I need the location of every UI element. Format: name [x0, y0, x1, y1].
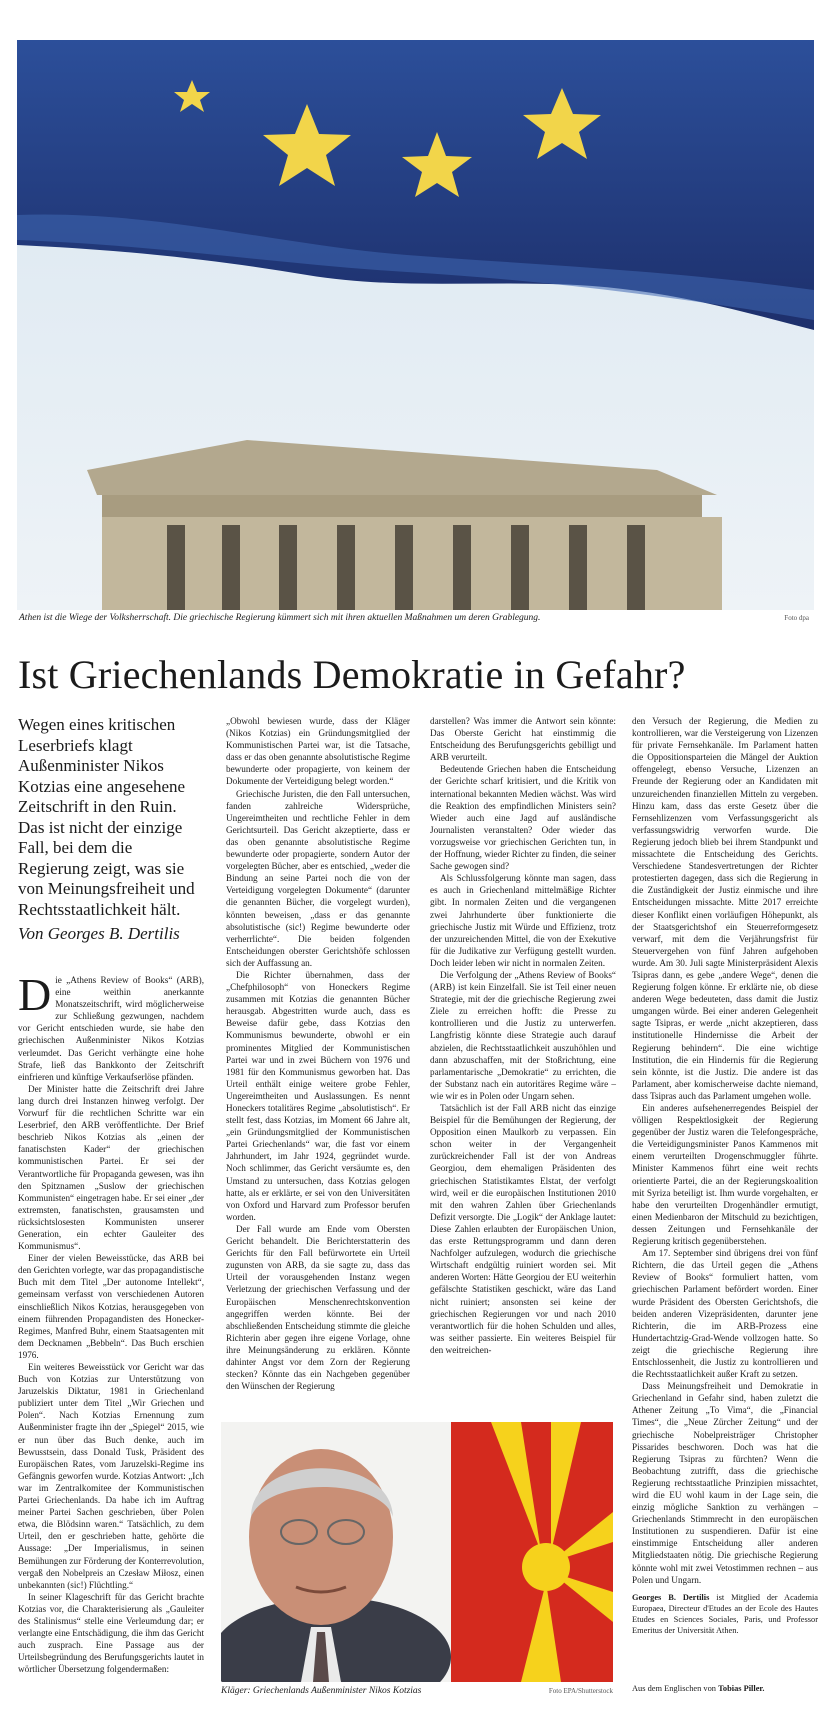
hero-photo	[17, 40, 814, 610]
paragraph: Einer der vielen Beweisstücke, das ARB bei den Gerichten vorlegte, war das propagandistische Buch mit dem Titel „Der autonome Intellekt“, gemeinsam verfasst von verschiedenen Autoren einschließlich Nikos Kotzias, herausgegeben von einem führenden Propagandisten des Honecker-Regimes, Manfred Buhr, einem Staatsagenten mit dem Decknamen „Bebbeln“. Das Buch erschien 1976.	[18, 1253, 204, 1360]
kotzias-photo	[221, 1422, 613, 1682]
paragraph: den Versuch der Regierung, die Medien zu kontrollieren, war die Versteigerung von Lizenzen für private Fernsehkanäle. Im Parlament hatten die Oppositionsparteien die Mängel der Auktion offengelegt, ebenso Versuche, Lizenzen an Freunde der Regierung oder an Kandidaten mit unzureichenden finanziellen Mitteln zu vergeben. Hinzu kam, dass das erste Gesetz über die Fernsehlizenzen vom Verfassungsgericht als verfassungswidrig verworfen wurde. Die Regierung jedoch blieb bei ihrem Standpunkt und missachtete die Entscheidung des Gerichts. Verschiedene Standesvertretungen der Richter protestierten dagegen, dass sich die Regierung in die Zuständigkeit der Justiz einmische und ihre Entscheidungen missachte. Mitte 2017 erreichte dieser Konflikt einen vorläufigen Höhepunkt, als der Staatsgerichtshof ein Steuerreformgesetz verwarf, mit dem die Verjährungsfrist für Steuervergehen von fünf Jahren aufgehoben wurde. Am 30. Juli sagte Ministerpräsident Alexis Tsipras dann, es gebe „andere Wege“, denen die Regierung folgen könne. Er erklärte nie, ob diese anderen Wege bedeuteten, dass damit die Justiz umgangen würde. Bei einer anderen Gelegenheit sagte Tsipras, er werde „nicht akzeptieren, dass institutionelle Hindernisse die Arbeit der Regierung behindern“. Die eine wichtige Institution, die ein Hindernis für die Regierung sein könnte, ist die Justiz. Die andere ist das Parlament, aber komischerweise dachte niemand, dass Tsipras auch das Parlament umgehen wolle.	[632, 716, 818, 1101]
paragraph: Der Minister hatte die Zeitschrift drei Jahre lang durch drei Instanzen hinweg verfolgt. Der Vorwurf für die rechtlichen Schritte war ein Leserbrief, den ARB veröffentlichte. Der Brief beschrieb Nikos Kotzias als „einen der fanatischsten Kader“ der griechischen kommunistischen Partei. Er sei der Verantwortliche für Propaganda gewesen, was ihn den Spitznamen „Suslow der griechischen Kommunisten“ eingetragen habe. Er sei einer „der extremsten, fanatischsten, grausamsten und rücksichtslosesten Kommunisten unserer Generation, ein echter Gauleiter des Kommunismus“.	[18, 1083, 204, 1252]
headline: Ist Griechenlands Demokratie in Gefahr?	[18, 652, 686, 697]
paragraph: Griechische Juristen, die den Fall untersuchen, fanden zahlreiche Widersprüche, Ungereimtheiten und rechtliche Fehler in dem Gerichtsurteil. Das Gericht akzeptierte, dass er das oben genannte absolutistische Regime bewunderte oder propagierte, sondern Autor der vorgelegten Bücher, aber es entschied, „weder die Bindung an seine Partei noch die von der Verteidigung vorgelegten Dokumente“ (darunter die genannten Bücher, die vorgelegt wurden), könnten beweisen, „dass er das genannte absolutistische (sic!) Regime bewunderte oder verherrlichte“. Die beiden folgenden Entscheidungen oberster Gerichtshöfe schlossen sich der Auffassung an.	[226, 788, 410, 968]
hero-caption	[19, 612, 809, 624]
paragraph: In seiner Klageschrift für das Gericht brachte Kotzias vor, die Charakterisierung als „Gauleiter des Stalinismus“ stelle eine Verleumdung dar; er verlangte eine Entschädigung, die ihm das Gericht auch zusprach. Eine Passage aus der Urteilsbegründung des Berufungsgerichts lautet in wörtlicher Übersetzung folgendermaßen:	[18, 1591, 204, 1675]
paragraph: Am 17. September sind übrigens drei von fünf Richtern, die das Urteil gegen die „Athens Review of Books“ formuliert hatten, vom griechischen Parlament befördert worden. Einer wurde Präsident des Obersten Gerichtshofs, die beiden anderen Vizepräsidenten, darunter jene Richterin, die im ARB-Prozess eine Hundertachtzig-Grad-Wende vollzogen hatte. So zeigt die griechische Regierung ihre Entschlossenheit, die Justiz zu kontrollieren und die Rechtsstaatlichkeit außer Kraft zu setzen.	[632, 1248, 818, 1380]
photo2-caption-text: Kläger: Griechenlands Außenminister Nikos Kotzias	[221, 1686, 422, 1696]
photo2-credit: Foto EPA/Shutterstock	[548, 1687, 613, 1695]
paragraph: Die Verfolgung der „Athens Review of Books“ (ARB) ist kein Einzelfall. Sie ist Teil einer neuen Strategie, mit der die griechische Regierung zwei Ziele zu erreichen hofft: die Presse zu kontrollieren und die Justiz zu unterwerfen. Langfristig könnte diese Strategie auch darauf abzielen, die Rechtsstaatlichkeit auszuhöhlen und dann abzuschaffen, mit der Stoßrichtung, eine parlamentarische „Demokratie“ zu errichten, die der Substanz nach ein autoritäres Regime wäre – wie wir es in Polen oder Ungarn sehen.	[430, 969, 616, 1101]
hero-credit: Foto dpa	[784, 614, 809, 622]
paragraph: Die „Athens Review of Books“ (ARB), eine weithin anerkannte Monatszeitschrift, wird möglicherweise zur Schließung gezwungen, nachdem vor Gericht entschieden wurde, sie habe den griechischen Außenminister Nikos Kotzias verleumdet. Das Gericht verhängte eine hohe Strafe, ließ das Bankkonto der Zeitschrift einfrieren und künftige Verkaufserlöse pfänden.	[18, 969, 204, 1082]
drop-cap: D	[18, 969, 52, 1020]
paragraph: Dass Meinungsfreiheit und Demokratie in Griechenland in Gefahr sind, haben zuletzt die Athener Zeitung „To Vima“, die „Financial Times“, die „Neue Zürcher Zeitung“ und der griechische Nobelpreisträger Christopher Pissarides beschworen. Doch was hat die Regierung Tsipras zu fürchten? Wenn die Beobachtung zutrifft, dass die griechische Regierung rechtsstaatliche Prinzipien missachtet, wird die EU wohl kaum in der Lage sein, die einzig mögliche Sanktion zu verhängen – Griechenlands Stimmrecht in den europäischen Institutionen zu suspendieren. Dafür ist eine einstimmige Entscheidung aller anderen Mitgliedstaaten nötig. Die griechische Regierung könnte wohl mit zwei Vetostimmen rechnen – aus Polen und Ungarn.	[632, 1381, 818, 1585]
article-column-2	[226, 715, 410, 1392]
article-column-3	[430, 715, 616, 1356]
paragraph: „Obwohl bewiesen wurde, dass der Kläger (Nikos Kotzias) ein Gründungsmitglied der Kommunistischen Partei war, ist die Tatsache, dass er das oben genannte absolutistische Regime bewunderte oder propagierte, von keinem der Dokumente der Verteidigung belegt worden.“	[226, 716, 410, 787]
photo2-caption	[221, 1686, 613, 1696]
paragraph: Tatsächlich ist der Fall ARB nicht das einzige Beispiel für die Bemühungen der Regierung, der Opposition einen Maulkorb zu verpassen. Ein schon weiter in der Vergangenheit zurückreichender Fall ist der von Andreas Georgiou, dem ehemaligen Präsidenten des griechischen Statistikamtes Elstat, der verfolgt wird, weil er die europäischen Institutionen 2010 mit den wahren Zahlen über Griechenlands Defizit versorgte. Die „Logik“ der Anklage lautet: Diese Zahlen erlaubten der Europäischen Union, das erste Rettungsprogramm und dann deren Nachfolger aufzulegen, wodurch die griechische Wirtschaft endgültig ruiniert worden sei. Mit anderen Worten: Hätte Georgiou der EU weiterhin gefälschte Statistiken geschickt, wäre das Land nicht ruiniert; ansonsten sei keine der griechischen Regierungen vor und nach 2010 verantwortlich für die hohen Schulden und alles, was seither passierte. Ein weiteres Beispiel für den weitreichen-	[430, 1103, 616, 1355]
paragraph: Als Schlussfolgerung könnte man sagen, dass es auch in Griechenland mittelmäßige Richter gibt. In normalen Zeiten und die vergangenen zwei Jahrhunderte über funktionierte die griechische Justiz mit Würde und Effizienz, trotz der unzureichenden Mittel, die von der Exekutive für die Judikative zur Verfügung gestellt wurden. Doch leider leben wir nicht in normalen Zeiten.	[430, 873, 616, 968]
macedonia-flag	[451, 1422, 613, 1682]
author-bio: Georges B. Dertilis ist Mitglied der Academia Europaea, Directeur d'Etudes an der Ecole des Hautes Etudes en Sciences Sociales, Paris, und Professor Emeritus der Universität Athen.	[632, 1592, 819, 1635]
paragraph: Ein weiteres Beweisstück vor Gericht war das Buch von Kotzias zur Unterstützung von Jaruzelskis Diktatur, 1981 in Griechenland publiziert unter dem Titel „Wir Griechen und Polen“. Nach Kotzias Ernennung zum Außenminister fragte ihn der „Spiegel“ 2015, wie er nun über das Buch denke, auch im Bewusstsein, dass Donald Tusk, Präsident des Europäischen Rates, vom Jaruzelski-Regime ins Gefängnis geworfen wurde. Kotzias Antwort: „Ich war im Zentralkomitee der Kommunistischen Partei Griechenlands. Da habe ich im Auftrag meiner Partei Sachen geschrieben, über Polen etwa, die Blödsinn waren.“ Tatsächlich, zu dem Urteil, den er geschrieben hatte, gehörte die Aussage: „Der Imperialismus, in seinen Bemühungen zur Förderung der Konterrevolution, vergaß den Nobelpreis an Czesław Miłosz, einen unbekannten (sic!) Flüchtling.“	[18, 1362, 204, 1590]
translation-note: Aus dem Englischen von Tobias Piller.	[632, 1684, 765, 1693]
byline: Von Georges B. Dertilis	[18, 924, 180, 943]
author-name: Georges B. Dertilis	[632, 1592, 710, 1602]
paragraph: Die Richter übernahmen, dass der „Chefphilosoph“ von Honeckers Regime zusammen mit Kotzias die genannten Bücher herausgab. Abgestritten wurde auch, dass es Beweise dafür gebe, dass Kotzias den Kommunismus bewunderte, obwohl er ein prominentes Mitglied der Kommunistischen Partei war und in zwei Büchern von 1976 und 1981 für den Kommunismus geworben hat. Das Urteil enthält einige weitere grobe Fehler, Ungereimtheiten und Auslassungen. Es nennt Honeckers totalitäres Regime „absolutistisch“. Er stellt fest, dass Kotzias, im Moment 66 Jahre alt, „ein Gründungsmitglied der Kommunistischen Partei Griechenlands“ war, die fast vor einem Jahrhundert, im Jahr 1924, gegründet wurde. Noch schlimmer, das Gericht versäumte es, den Umstand zu untersuchen, dass Kotzias gelogen hatte, als er erklärte, er sei von den Universitäten von Oxford und Harvard zum Professor berufen worden.	[226, 969, 410, 1222]
paragraph: Der Fall wurde am Ende vom Obersten Gericht behandelt. Die Berichterstatterin des Gerichts für den Fall befürwortete ein Urteil zugunsten von ARB, da sie sagte zu, dass das Urteil der vorausgehenden Instanz wegen Verletzung der griechischen Verfassung und der Europäischen Menschenrechtskonvention angegriffen werden könnte. Bei der abschließenden Entscheidung stimmte die gleiche Richterin aber gegen ihre eigene Vorlage, ohne ihre Meinungsänderung zu erklären. Könnte dahinter Angst vor dem Zorn der Regierung stecken? Könnte das ein Nachgeben gegenüber den Wünschen der Regierung	[226, 1223, 410, 1392]
translator-name: Tobias Piller.	[718, 1684, 765, 1693]
paragraph: Bedeutende Griechen haben die Entscheidung der Gerichte scharf kritisiert, und die Kritik von international bekannten Medien wächst. Was wird die Reaktion des empfindlichen Ministers sein? Wieder auch eine Jagd auf ausländische Journalisten veranstalten? Oder wieder das vorzugsweise vor griechischen Gerichten tun, in der Hoffnung, wieder Richter zu finden, die seiner Sache gewogen sind?	[430, 764, 616, 872]
hero-caption-text: Athen ist die Wiege der Volksherrschaft. Die griechische Regierung kümmert sich mit ihren aktuellen Maßnahmen um deren Grablegung.	[19, 613, 541, 623]
paragraph: darstellen? Was immer die Antwort sein könnte: Das Oberste Gericht hat einstimmig die Entscheidung des Berufungsgerichts gebilligt und ARB verurteilt.	[430, 716, 616, 763]
article-column-1	[18, 969, 204, 1675]
article-column-4	[632, 715, 818, 1636]
teaser-block	[18, 715, 203, 945]
paragraph: Ein anderes aufsehenerregendes Beispiel der völligen Respektlosigkeit der Regierung gegenüber der Justiz waren die Telefongespräche, die Verteidigungsminister Panos Kammenos mit einem verurteilten Drogenschmuggler führte. Minister Kammenos führt eine weit rechts orientierte Partei, die an der Regierungskoalition mit Syriza beteiligt ist. Ihm wurde vorgehalten, er habe den verurteilten Drogenhändler ermutigt, einen Medienbaron der Mitschuld zu bezichtigen, dessen Zeitungen und Fernsehkanäle der Regierung kritisch gegenüberstehen.	[632, 1103, 818, 1247]
teaser-text: Wegen eines kritischen Leserbriefs klagt Außenminister Nikos Kotzias eine angesehene Zeitschrift in den Ruin. Das ist nicht der einzige Fall, bei dem die Regierung zeigt, was sie von Meinungsfreiheit und Rechtsstaatlichkeit hält.	[18, 715, 195, 919]
